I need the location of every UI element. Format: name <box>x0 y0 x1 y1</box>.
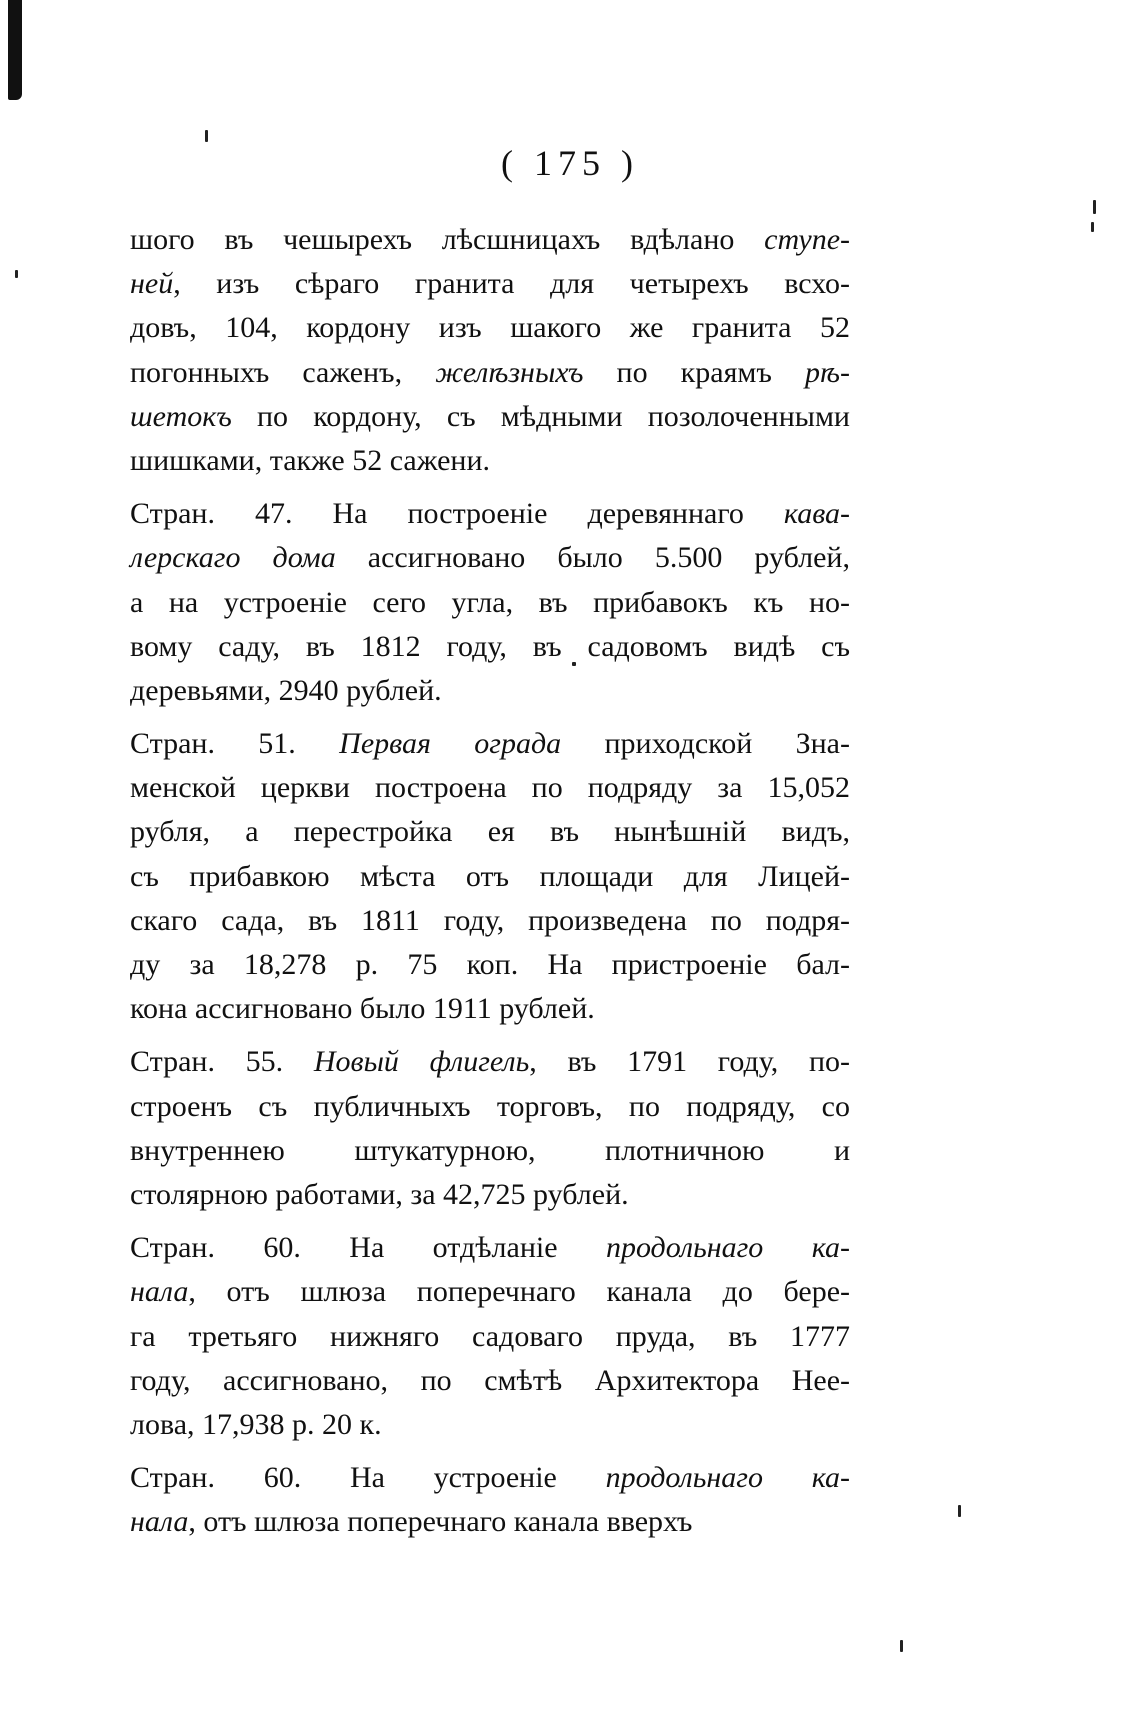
text-line <box>130 492 850 536</box>
text-segment: Стран. 47. На построеніе деревяннаго <box>130 497 784 531</box>
paragraph <box>130 218 850 483</box>
italic-text: шетокъ <box>130 399 232 433</box>
text-segment: по кордону, съ мѣдными позолоченными <box>231 399 850 433</box>
text-segment: ассигновано было 5.500 рублей, <box>335 541 850 575</box>
text-segment: погонныхъ саженъ, <box>130 355 436 389</box>
speck <box>205 130 208 142</box>
text-line <box>130 987 850 1031</box>
italic-text: продольнаго ка- <box>605 1231 850 1265</box>
text-line <box>130 1315 850 1359</box>
text-segment: шишками, также 52 сажени. <box>130 443 490 477</box>
speck <box>1091 222 1094 232</box>
speck <box>1093 200 1096 214</box>
italic-text: рѣ- <box>805 355 850 389</box>
text-segment: шого въ чешырехъ лѣсшницахъ вдѣлано <box>130 223 765 256</box>
text-line <box>130 351 850 395</box>
text-line <box>130 766 850 810</box>
text-line <box>130 1270 850 1314</box>
text-line <box>130 1456 850 1500</box>
page-edge-shadow <box>8 0 22 100</box>
text-segment: , въ 1791 году, по- <box>529 1045 850 1079</box>
text-line <box>130 581 850 625</box>
paragraph <box>130 1040 850 1217</box>
text-line <box>130 1173 850 1217</box>
text-line <box>130 395 850 439</box>
text-line <box>130 810 850 854</box>
text-line <box>130 722 850 766</box>
text-line <box>130 1129 850 1173</box>
speck <box>15 270 18 278</box>
text-segment: Стран. 55. <box>130 1045 314 1079</box>
text-segment: приходской Зна- <box>561 727 850 761</box>
italic-text: ступе- <box>764 223 850 256</box>
text-line <box>130 943 850 987</box>
italic-text: продольнаго ка- <box>605 1461 850 1495</box>
text-line <box>130 1085 850 1129</box>
text-line <box>130 899 850 943</box>
text-line <box>130 625 850 669</box>
italic-text: Первая ограда <box>339 727 562 761</box>
text-line <box>130 306 850 350</box>
speck <box>958 1505 961 1517</box>
italic-text: желѣзныхъ <box>435 355 584 389</box>
text-line <box>130 439 850 483</box>
text-segment: по краямъ <box>583 355 805 389</box>
italic-text: нала <box>130 1505 189 1539</box>
italic-text: нала <box>130 1275 189 1309</box>
text-line <box>130 1403 850 1447</box>
text-segment: , изъ сѣраго гранита для четырехъ всхо- <box>173 267 850 301</box>
italic-text: кава- <box>783 497 850 531</box>
text-segment: Стран. 60. На устроеніе <box>130 1461 606 1495</box>
page-number: ( 175 ) <box>501 143 639 183</box>
text-segment: строенъ съ публичныхъ торговъ, по подряду, со <box>130 1089 850 1123</box>
text-segment: кона ассигновано было 1911 рублей. <box>130 992 595 1026</box>
text-segment: а на устроеніе сего угла, въ прибавокъ къ но- <box>130 585 850 619</box>
italic-text: Новый флигель <box>313 1045 530 1079</box>
paragraph <box>130 1226 850 1447</box>
text-line <box>130 1040 850 1084</box>
text-line <box>130 1226 850 1270</box>
text-segment: ду за 18,278 р. 75 коп. На пристроеніе бал- <box>130 948 850 981</box>
text-segment: Стран. 60. На отдѣланіе <box>130 1231 606 1265</box>
text-segment: менской церкви построена по подряду за 15,052 <box>130 771 850 805</box>
text-segment: га третьяго нижняго садоваго пруда, въ 1777 <box>130 1319 850 1353</box>
text-segment: скаго сада, въ 1811 году, произведена по подря- <box>130 903 850 937</box>
italic-text: лерскаго дома <box>130 541 336 575</box>
text-segment: деревьями, 2940 рублей. <box>130 673 442 707</box>
text-line <box>130 218 850 262</box>
text-segment: рубля, а перестройка ея въ нынѣшній видъ, <box>130 815 850 849</box>
text-line <box>130 262 850 306</box>
text-segment: , отъ шлюза поперечнаго канала вверхъ <box>188 1505 693 1539</box>
text-segment: лова, 17,938 р. 20 к. <box>130 1407 382 1441</box>
page-text <box>130 218 850 1553</box>
text-segment: внутреннею штукатурною, плотничною и <box>130 1133 850 1167</box>
text-segment: , отъ шлюза поперечнаго канала до бере- <box>188 1275 850 1309</box>
text-line <box>130 1500 850 1544</box>
text-segment: Стран. 51. <box>130 727 340 761</box>
text-line <box>130 669 850 713</box>
text-line <box>130 536 850 580</box>
text-segment: вому саду, въ 1812 году, въ садовомъ видѣ съ <box>130 629 850 663</box>
italic-text: ней <box>130 267 174 301</box>
text-segment: съ прибавкою мѣста отъ площади для Лицей- <box>130 859 850 893</box>
text-segment: довъ, 104, кордону изъ шакого же гранита 52 <box>130 311 850 345</box>
paragraph <box>130 1456 850 1544</box>
text-line <box>130 1359 850 1403</box>
speck <box>900 1640 903 1652</box>
text-line <box>130 855 850 899</box>
text-segment: столярною работами, за 42,725 рублей. <box>130 1177 629 1211</box>
text-segment: году, ассигновано, по смѣтѣ Архитектора Нее- <box>130 1363 850 1397</box>
paragraph <box>130 492 850 713</box>
paragraph <box>130 722 850 1031</box>
